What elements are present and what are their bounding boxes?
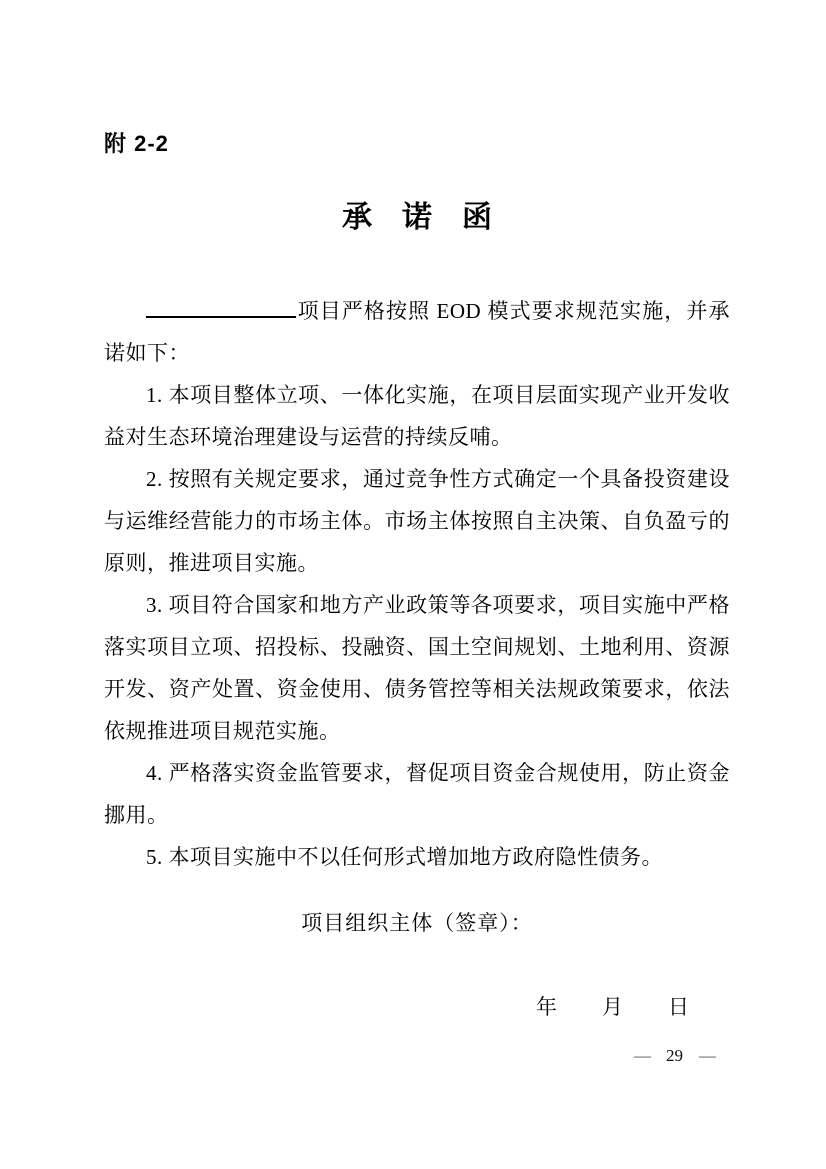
document-title: 承 诺 函 <box>342 201 492 234</box>
list-item-4: 4. 严格落实资金监管要求，督促项目资金合规使用，防止资金挪用。 <box>104 761 730 827</box>
footer-dash-left: — <box>634 1046 650 1065</box>
attachment-label: 附 2-2 <box>104 131 169 156</box>
intro-text: 项目严格按照 EOD 模式要求规范实施，并承诺如下： <box>104 299 730 365</box>
fill-in-blank <box>146 316 296 318</box>
list-item-1: 1. 本项目整体立项、一体化实施，在项目层面实现产业开发收益对生态环境治理建设与运营的持续反哺。 <box>104 383 730 449</box>
list-item-3: 3. 项目符合国家和地方产业政策等各项要求，项目实施中严格落实项目立项、招投标、投融资、国土空间规划、土地利用、资源开发、资产处置、资金使用、债务管控等相关法规政策要求，依法依规推进项目规范实施。 <box>104 593 730 743</box>
page-number: 29 <box>666 1046 683 1065</box>
intro-paragraph <box>104 290 730 374</box>
date-line: 年 月 日 <box>536 995 690 1019</box>
list-item-5: 5. 本项目实施中不以任何形式增加地方政府隐性债务。 <box>146 845 663 869</box>
signature-label: 项目组织主体（签章）： <box>301 911 533 935</box>
list-item-2: 2. 按照有关规定要求，通过竞争性方式确定一个具备投资建设与运维经营能力的市场主体。市场主体按照自主决策、自负盈亏的原则，推进项目实施。 <box>104 467 730 575</box>
page-footer <box>634 1044 715 1068</box>
document-body <box>104 290 730 878</box>
footer-dash-right: — <box>699 1046 715 1065</box>
